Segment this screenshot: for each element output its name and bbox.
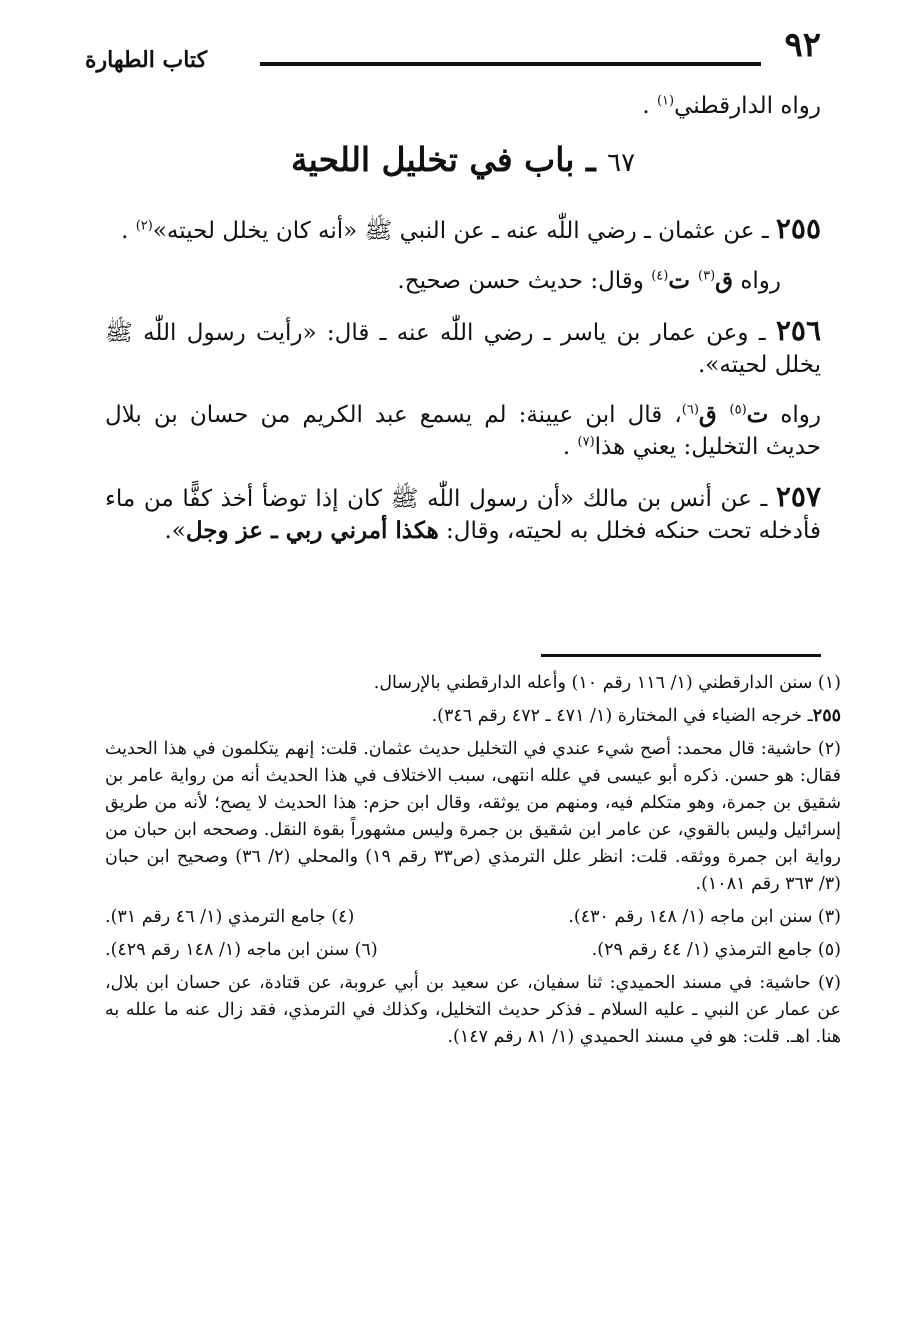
footnote-row xyxy=(105,904,841,931)
footnote-ref: (٧) xyxy=(577,434,595,450)
source-symbol-q: ق xyxy=(715,267,734,294)
footnote-6: (٦) سنن ابن ماجه (١/ ١٤٨ رقم ٤٢٩). xyxy=(105,940,378,960)
page-number: ٩٢ xyxy=(784,25,821,65)
footnote-1: (١) سنن الدارقطني (١/ ١١٦ رقم ١٠) وأعله الدارقطني بالإرسال. xyxy=(373,673,841,693)
source-symbol-t: ت xyxy=(746,401,769,428)
hadith-256 xyxy=(105,315,821,381)
footnote-ref: (٦) xyxy=(681,402,699,418)
running-title: كتاب الطهارة xyxy=(85,47,208,73)
hadith-text: ـ عن أنس بن مالك «أن رسول اللّٰه ﷺ كان إذا توضأ أخذ كفًّا من ماء فأدخله تحت حنكه فخلل به لحيته، وقال: xyxy=(105,486,821,544)
hadith-257 xyxy=(105,481,821,547)
source-lead: رواه xyxy=(733,268,781,294)
chapter-heading xyxy=(105,140,821,183)
source-lead: رواه xyxy=(768,402,821,428)
footnote-255 xyxy=(105,703,841,730)
source-end: . xyxy=(562,434,578,460)
hadith-end: . xyxy=(121,218,136,244)
footnote-7: (٧) حاشية: في مسند الحميدي: ثنا سفيان، عن سعيد بن أبي عروبة، عن قتادة، عن حسان ابن بلال، عن عمار عن النبي ـ عليه السلام ـ فذكر حديث التخليل، وكذلك في الترمذي، فقد زال عنه ما علله به هنا. اهـ. قلت: هو في مسند الحميدي (١/ ٨١ رقم ١٤٧). xyxy=(105,973,841,1047)
footnote-row xyxy=(105,937,841,964)
footnote-4: (٤) جامع الترمذي (١/ ٤٦ رقم ٣١). xyxy=(105,907,355,927)
intro-line xyxy=(105,90,821,122)
main-text xyxy=(105,90,821,565)
hadith-emphasis: هكذا أمرني ربي ـ عز وجل xyxy=(185,517,439,544)
hadith-number: ٢٥٧ xyxy=(775,480,822,513)
intro-text: رواه الدارقطني xyxy=(674,93,821,119)
chapter-title: ـ باب في تخليل اللحية xyxy=(290,140,596,179)
footnote-ref: (٥) xyxy=(729,402,747,418)
hadith-text: ـ عن عثمان ـ رضي اللّٰه عنه ـ عن النبي ﷺ «أنه كان يخلل لحيته» xyxy=(152,218,769,244)
footnote-text: ـ خرجه الضياء في المختارة (١/ ٤٧١ ـ ٤٧٢ رقم ٣٤٦). xyxy=(431,706,813,726)
source-comment: وقال: حديث حسن صحيح. xyxy=(397,268,652,294)
footnote-ref: (٤) xyxy=(651,268,669,284)
intro-end: . xyxy=(642,93,657,119)
footnote-2: (٢) حاشية: قال محمد: أصح شيء عندي في التخليل حديث عثمان. قلت: إنهم يتكلمون في هذا الحديث فقال: هو حسن. ذكره أبو عيسى في علله انتهى، سبب الاختلاف في هذا الحديث أنه من رواية عامر بن شقيق بن جمرة، وهو متكلم فيه، ومنهم من يوثقه، وقال ابن حزم: هذا الحديث لا يصح؛ لأنه من طريق إسرائيل وليس بالقوي، عن عامر ابن شقيق بن جمرة وليس مشهوراً بقوة النقل. وصححه ابن حبان من رواية ابن جمرة ووثقه. قلت: انظر علل الترمذي (ص٣٣ رقم ١٩) والمحلي (٢/ ٣٦) وصحيح ابن حبان (٣/ ٣٦٣ رقم ١٠٨١). xyxy=(105,739,842,894)
chapter-number: ٦٧ xyxy=(607,148,636,178)
footnote-ref: (١) xyxy=(656,93,675,109)
hadith-256-source xyxy=(105,399,821,463)
hadith-number: ٢٥٥ xyxy=(775,212,821,245)
source-symbol-t: ت xyxy=(668,267,699,294)
hadith-number: ٢٥٦ xyxy=(775,314,821,347)
footnotes xyxy=(105,670,841,1057)
footnote-5: (٥) جامع الترمذي (١/ ٤٤ رقم ٢٩). xyxy=(591,940,841,960)
footnote-separator xyxy=(541,654,821,657)
hadith-end: ». xyxy=(164,518,186,544)
footnote-hadith-number: ٢٥٥ xyxy=(812,706,841,726)
header-rule xyxy=(260,62,761,66)
source-symbol-q: ق xyxy=(698,401,730,428)
footnote-ref: (٢) xyxy=(135,218,153,234)
source-comment: ، قال ابن عيينة: لم يسمع عبد الكريم من حسان بن بلال حديث التخليل: يعني هذا xyxy=(105,402,821,460)
hadith-255 xyxy=(105,213,821,247)
page-header xyxy=(85,25,821,78)
footnote-3: (٣) سنن ابن ماجه (١/ ١٤٨ رقم ٤٣٠). xyxy=(568,907,841,927)
hadith-255-source xyxy=(105,265,821,297)
hadith-text: ـ وعن عمار بن ياسر ـ رضي اللّٰه عنه ـ قال: «رأيت رسول اللّٰه ﷺ يخلل لحيته». xyxy=(105,320,821,378)
footnote-ref: (٣) xyxy=(698,268,716,284)
